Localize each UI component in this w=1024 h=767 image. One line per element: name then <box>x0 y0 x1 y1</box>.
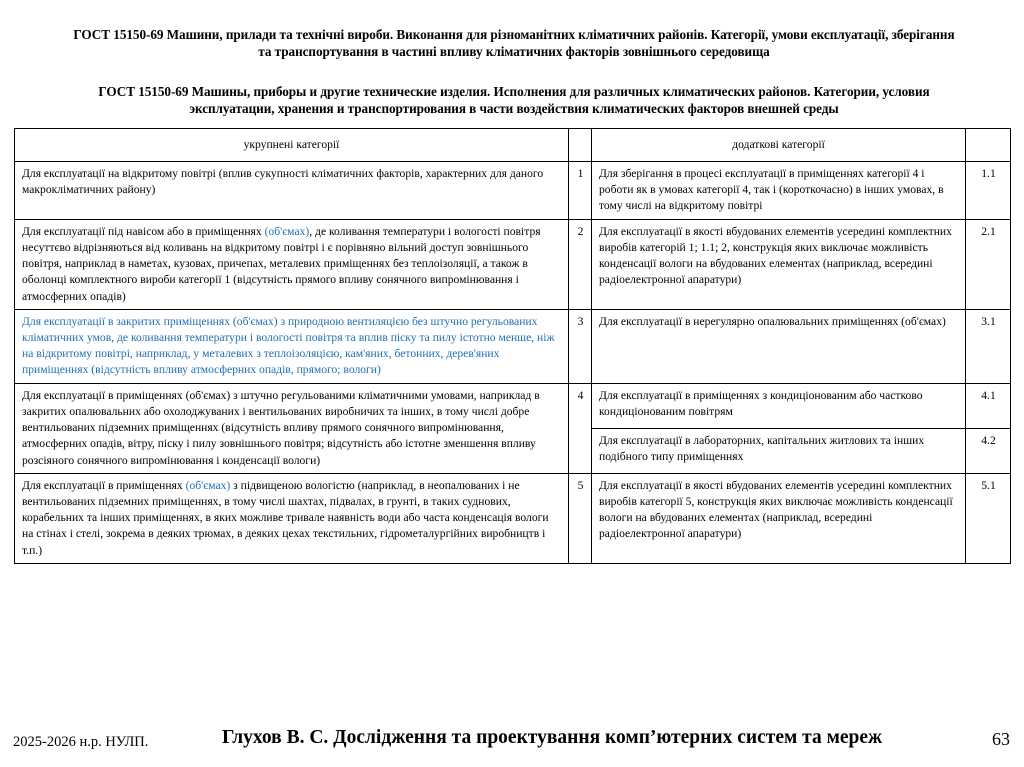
header-main-number <box>569 129 592 162</box>
extra-category-text: Для експлуатації в лабораторних, капітальних житлових та інших подібного типу приміщеннях <box>599 433 925 463</box>
footer-author-title: Глухов В. С. Дослідження та проектування комп’ютерних систем та мереж <box>222 727 883 748</box>
main-category-cell <box>15 473 569 563</box>
main-category-number: 4 <box>569 383 592 473</box>
table-header-row <box>15 129 1011 162</box>
footer-course-info: 2025-2026 н.р. НУЛП. <box>13 734 149 750</box>
table-row <box>15 309 1011 383</box>
footer-page-number: 63 <box>992 729 1010 749</box>
main-category-text-pre: Для експлуатації під навісом або в приміщеннях <box>22 224 265 238</box>
main-category-number: 3 <box>569 309 592 383</box>
title-ukrainian: ГОСТ 15150-69 Машини, прилади та технічні вироби. Виконання для різноманітних кліматичних районів. Категорії, умови експлуатації, зберігання та транспортування в частині впливу кліматичних факторів зовнішнього середовища <box>73 27 955 60</box>
extra-category-text: Для експлуатації в приміщеннях з кондиціонованим або частково кондиціонованим повітрям <box>599 388 923 418</box>
extra-category-cell <box>592 162 966 220</box>
main-category-text: Для експлуатації на відкритому повітрі (вплив сукупності кліматичних факторів, характерних для даного макрокліматичних району) <box>22 167 544 197</box>
header-extra-number <box>966 129 1011 162</box>
header-main-categories: укрупнені категорії <box>15 129 569 162</box>
main-category-text-pre: Для експлуатації в приміщеннях <box>22 478 186 492</box>
extra-category-number: 4.1 <box>966 383 1011 428</box>
main-category-cell <box>15 383 569 473</box>
main-category-number: 2 <box>569 219 592 309</box>
main-category-link[interactable]: (об'ємах) <box>264 224 310 238</box>
main-category-text-post: , де коливання температури і вологості повітря несуттєво відрізняються від коливань на відкритому повітрі і є порівняно вільний доступ зовнішнього повітря, наприклад в наметах, кузовах, причепах, металевих приміщеннях без теплоізоляції, а також в оболонці комплектного вироби категорії 1 (відсутність прямого впливу сонячного випромінювання і атмосферних опадів) <box>22 224 541 303</box>
table-row <box>15 219 1011 309</box>
main-category-text: Для експлуатації в приміщеннях (об'ємах) з штучно регульованими кліматичними умовами, наприклад в закритих опалювальних або охолоджуваних і вентильованих виробничих та інших, в тому числі добре вентильованих підземних приміщеннях (відсутність впливу прямого сонячного випромінювання, атмосферних опадів, вітру, піску і пилу зовнішнього повітря; відсутність або істотне зменшення впливу розсіяного сонячного випромінювання і конденсації вологи) <box>22 388 540 467</box>
extra-category-cell <box>592 473 966 563</box>
extra-category-text: Для експлуатації в нерегулярно опалювальних приміщеннях (об'ємах) <box>599 314 946 328</box>
main-category-cell[interactable] <box>15 309 569 383</box>
categories-table <box>14 128 1011 564</box>
main-category-cell <box>15 219 569 309</box>
extra-category-number: 2.1 <box>966 219 1011 309</box>
extra-category-text: Для експлуатації в якості вбудованих елементів усередині комплектних виробів категорії 5, конструкція яких виключає можливість конденсації вологи на вбудованих елементах (наприклад, всередині радіоелектронної апаратури) <box>599 478 953 541</box>
main-category-link[interactable]: (об'ємах) <box>185 478 231 492</box>
extra-category-cell <box>592 309 966 383</box>
title-russian: ГОСТ 15150-69 Машины, приборы и другие технические изделия. Исполнения для различных климатических районов. Категории, условия эксплуатации, хранения и транспортирования в части воздействия климатических факторов внешней среды <box>98 83 930 117</box>
extra-category-number: 3.1 <box>966 309 1011 383</box>
extra-category-cell <box>592 219 966 309</box>
extra-category-number: 1.1 <box>966 162 1011 220</box>
header-extra-categories: додаткові категорії <box>592 129 966 162</box>
main-category-number: 1 <box>569 162 592 220</box>
table-row <box>15 383 1011 428</box>
slide-footer <box>0 726 1024 767</box>
extra-category-cell <box>592 383 966 428</box>
main-category-number: 5 <box>569 473 592 563</box>
main-category-text-post: з підвищеною вологістю (наприклад, в неопалюваних і не вентильованих підземних приміщеннях, в тому числі шахтах, підвалах, в грунті, в таких суднових, корабельних та інших приміщеннях, в яких можливе тривале наявність води або часта конденсація вологи на стінах і стелі, зокрема в деяких трюмах, в деяких цехах текстильних, гідрометалургійних виробництв і т.п.) <box>22 478 549 557</box>
extra-category-text: Для зберігання в процесі експлуатації в приміщеннях категорії 4 і роботи як в умовах категорії 4, так і (короткочасно) в інших умовах, в тому числі на відкритому повітрі <box>599 167 944 213</box>
title-block <box>72 26 956 118</box>
table-row <box>15 473 1011 563</box>
main-category-link[interactable]: Для експлуатації в закритих приміщеннях (об'ємах) з природною вентиляцією без штучно регульованих кліматичних умов, де коливання температури і вологості повітря та вплив піску та пилу істотно менше, ніж на відкритому повітрі, наприклад, у металевих з теплоізоляцією, кам'яних, бетонних, дерев'яних приміщеннях (відсутність впливу атмосферних опадів, прямого; вологи) <box>22 314 555 377</box>
extra-category-text: Для експлуатації в якості вбудованих елементів усередині комплектних виробів категорій 1; 1.1; 2, конструкція яких виключає можливість конденсації вологи на вбудованих елементах (наприклад, всередині радіоелектронної апаратури) <box>599 224 952 287</box>
main-category-cell <box>15 162 569 220</box>
extra-category-number: 4.2 <box>966 428 1011 473</box>
extra-category-number: 5.1 <box>966 473 1011 563</box>
extra-category-cell <box>592 428 966 473</box>
table-row <box>15 162 1011 220</box>
